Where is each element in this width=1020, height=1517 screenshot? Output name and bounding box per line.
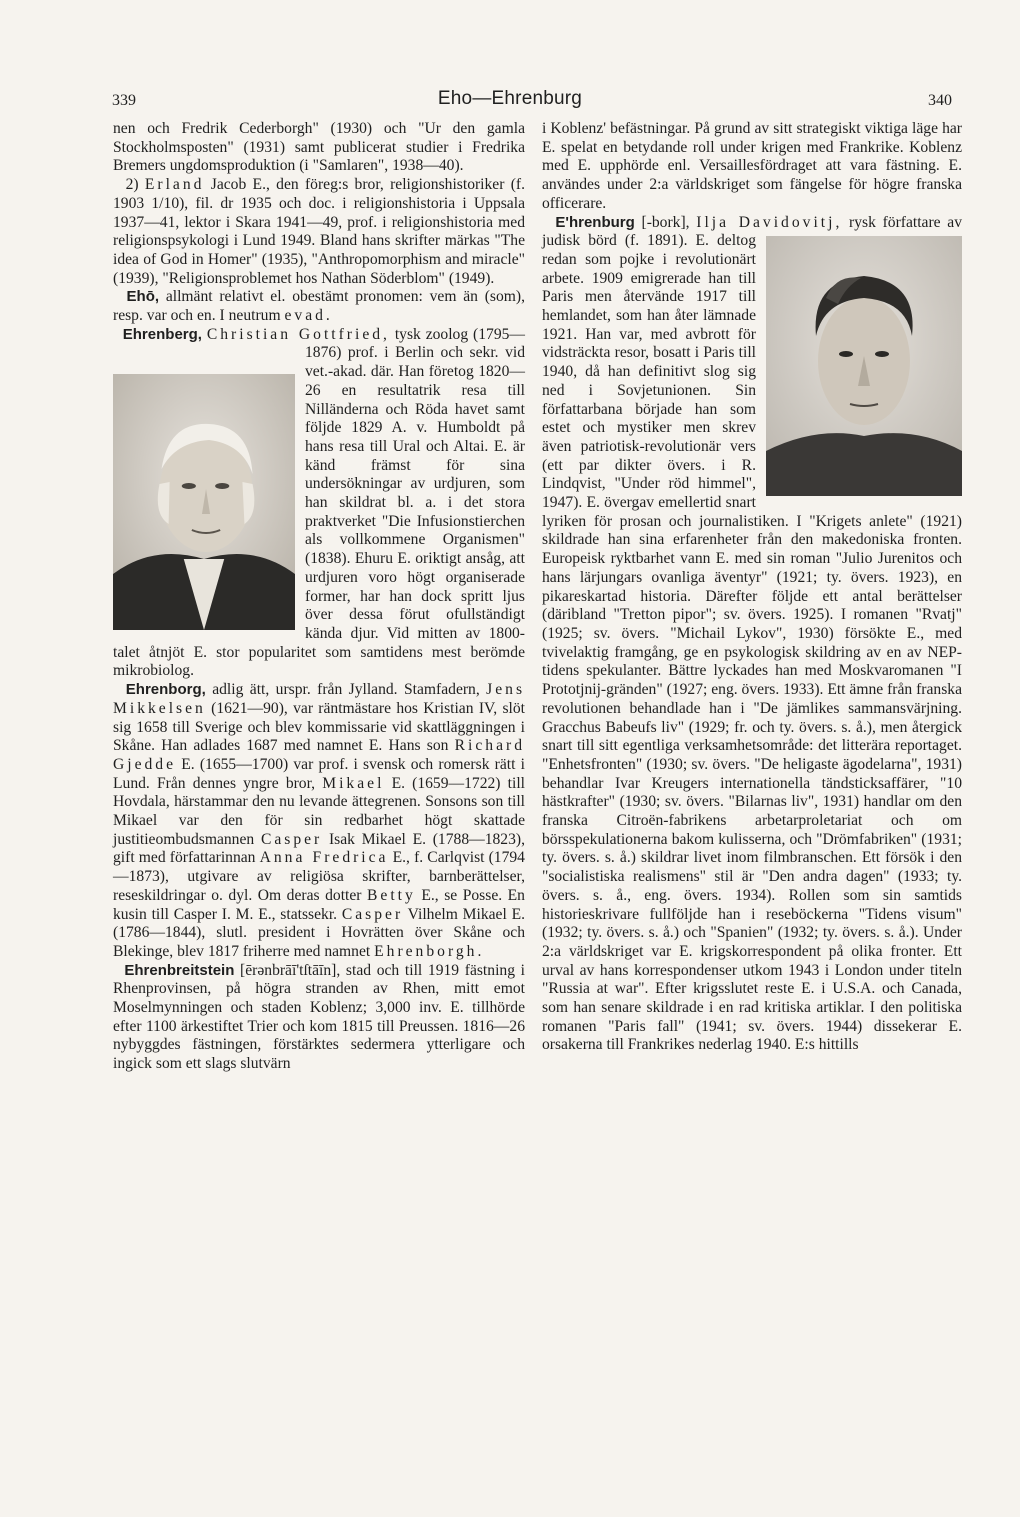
portrait-ehrenburg bbox=[766, 236, 962, 496]
entry-ehrenbreitstein: Ehrenbreitstein [ērənbrāī'tſtāīn], stad och till 1919 fästning i Rhenprovinsen, på högra stranden av Rhen, mitt emot Moselmynningen och staden Koblenz; 3,000 inv. E. tillhörde efter 1100 ärkestiftet Trier och kom 1815 till Preussen. 1816—26 nybyggdes fästningen, förstärktes sedermera ytterligare och ingick som ett slags slutvärn bbox=[113, 961, 525, 1073]
portrait-ehrenberg bbox=[113, 374, 295, 630]
headword: Ehrenbreitstein bbox=[124, 961, 235, 979]
entry-ehrenberg: Ehrenberg, Christian Gottfried, tysk zoolog (1795—1876) prof. i Berlin och sekr. vid vet.-akad. där. Han företog 1820—26 en resultatrik resa till Nilländerna och Röda havet samt följde 1829 A. v. Humboldt på hans resa till Ural och Altai. E. är känd främst för sina undersökningar av urdjuren, som han skildrat bl. a. i det stora praktverket "Die Infusionstierchen als vollkommene Organismen" (1838). Ehuru E. oriktigt ansåg, att urdjuren voro högt organiserade former, har han dock spritt ljus över dessa förut ofullständigt kända djur. Vid mitten av 1800-talet åtnjöt E. stor popularitet som samtidens mest berömde mikrobiolog. bbox=[113, 325, 526, 680]
paragraph-cederborgh: nen och Fredrik Cederborgh" (1930) och "Ur den gamla Stockholmsposten" (1931) samt publicerat studier i Fredrika Bremers ungdomsproduktion (i "Samlaren", 1938—40). bbox=[113, 120, 525, 175]
running-head: Eho—Ehrenburg bbox=[437, 88, 583, 109]
headword: E'hrenburg bbox=[555, 213, 635, 231]
entry-eho: Ehō, allmänt relativt el. obestämt pronomen: vem än (som), resp. var och en. I neutrum evad. bbox=[113, 288, 526, 325]
entry-erland-ehrenberg: 2) Erland Jacob E., den föreg:s bror, religionshistoriker (f. 1903 1/10), fil. dr 1935 och doc. i religionshistoria i Uppsala 1937—41, lektor i Skara 1941—49, prof. i religionshistoria med religionspsykologi i Lund 1949. Bland hans skrifter märkas "The idea of God in Homer" (1935), "Anthropomorphism and miracle" (1939), "Religionsproblemet hos Nathan Söderblom" (1949). bbox=[113, 176, 525, 287]
headword: Ehō, bbox=[126, 288, 160, 306]
page-number-right: 340 bbox=[928, 92, 952, 109]
headword: Ehrenborg, bbox=[125, 681, 206, 699]
paragraph-koblenz: i Koblenz' befästningar. På grund av sitt strategiskt viktiga läge har E. spelat en betydande roll under krigen med Frankrike. Koblenz med E. upphörde enl. Versaillesfördraget att vara fästning. E. användes under 2:a världskriget som fängelse för högre franska officerare. bbox=[542, 120, 962, 212]
person-name: Erland bbox=[144, 176, 205, 194]
page-number-left: 339 bbox=[112, 92, 136, 109]
person-name: Christian Gottfried, bbox=[206, 325, 390, 343]
entry-ehrenburg: E'hrenburg [-bork], Ilja Davidovitj, rysk författare av judisk börd (f. 1891). E. deltog redan som pojke i revolutionärt arbete. 1909 emigrerade han till Paris men återvände 1917 till hemlandet, som han åter lämnade 1921. Han var, med avbrott för vidsträckta resor, bosatt i Paris till 1940, då han definitivt slog sig ned i Sovjetunionen. Sin författarbana började han som estet och mystiker men skrev även patriotisk-revolutionär vers (ett par dikter övers. i R. Lindqvist, "Under röd himmel", 1947). E. övergav emellertid snart lyriken för prosan och journalistiken. I "Krigets anlete" (1921) skildrade han sina erfarenheter från den makedoniska fronten. Europeisk ryktbarhet vann E. med sin roman "Julio Jurenitos och hans lärjungars ovanliga äventyr" (1921; ty. övers. 1923), en pikareskartad historia. Därefter följde ett antal berättelser (däribland "Tretton pipor"; sv. övers. 1925). I romanen "Rvatj" (1925; sv. övers. "Michail Lykov", 1930) försökte E., med tvivelaktig framgång, ge en psykologisk skildring av en av NEP-tidens spekulanter. Bättre lyckades han med Moskvaromanen "I Prototjnij-gränden" (1927; eng. övers. 1933). Ett ämne från franska revolutionen behandlade han i "De jämlikes sammansvärjning. Gracchus Babeufs liv" (1929; fr. och ty. övers. s. å.), men återgick snart till sitt egentliga verksamhetsområde: det litterära reportaget. "Enhetsfronten" (1930; sv. övers. "De heligaste ägodelarna", 1931) behandlar Ivar Kreugers internationella tändsticksaffärer, "10 hästkrafter" (1930; sv. övers. "Bilarnas liv", 1931) handlar om den franska Citroën-fabrikens arbetarproletariat och om börsspekulationerna bakom kulisserna, och "Drömfabriken" (1931; ty. övers. s. å.) skildrar livet inom filmbranschen. Ett försök i den "socialistiska realismens" stil är "Den andra dagen" (1933; ty. övers. s. å., eng. övers. 1934). Rollen som sin samtids historieskrivare fullföljde han i reseböckerna "Tidens visum" (1932; ty. övers. s. å.) och "Spanien" (1932; ty. övers. s. å.). Under 2:a världskriget var E. krigskorrespondent på olika fronter. Ett urval av hans korrespondenser utkom 1943 i London under titeln "Russia at war". Efter krigsslutet reste E. i U.S.A. och Canada, som han senare skildrade i en rad kritiska artiklar. I den politiska romanen "Paris fall" (1941; sv. övers. 1944) dissekerar E. orsakerna till Frankrikes nederlag 1940. E:s hittills bbox=[542, 213, 963, 1054]
person-name: Ilja Davidovitj, bbox=[696, 213, 843, 231]
left-column bbox=[113, 120, 525, 1074]
headword: Ehrenberg, bbox=[122, 325, 202, 343]
entry-ehrenborg: Ehrenborg, adlig ätt, urspr. från Jylland. Stamfadern, Jens Mikkelsen (1621—90), var räntmästare hos Kristian IV, slöt sig 1658 till Sverige och blev kommissarie vid skattläggningen i Skåne. Han adlades 1687 med namnet E. Hans son Richard Gjedde E. (1655—1700) var prof. i svensk och romersk rätt i Lund. Från dennes yngre bror, Mikael E. (1659—1722) till Hovdala, härstammar den nu levande ättegrenen. Sonsons son till Mikael var den för sin redbarhet högt skattade justitieombudsmannen Casper Isak Mikael E. (1788—1823), gift med författarinnan Anna Fredrica E., f. Carlqvist (1794—1873), utgivare av religiösa skrifter, barnberättelser, reseskildringar o. dyl. Om deras dotter Betty E., se Posse. En kusin till Casper I. M. E., statssekr. Casper Vilhelm Mikael E. (1786—1844), slutl. president i Hovrätten över Skåne och Blekinge, blev 1817 friherre med namnet Ehrenborgh. bbox=[113, 681, 526, 960]
right-column bbox=[542, 120, 962, 1055]
